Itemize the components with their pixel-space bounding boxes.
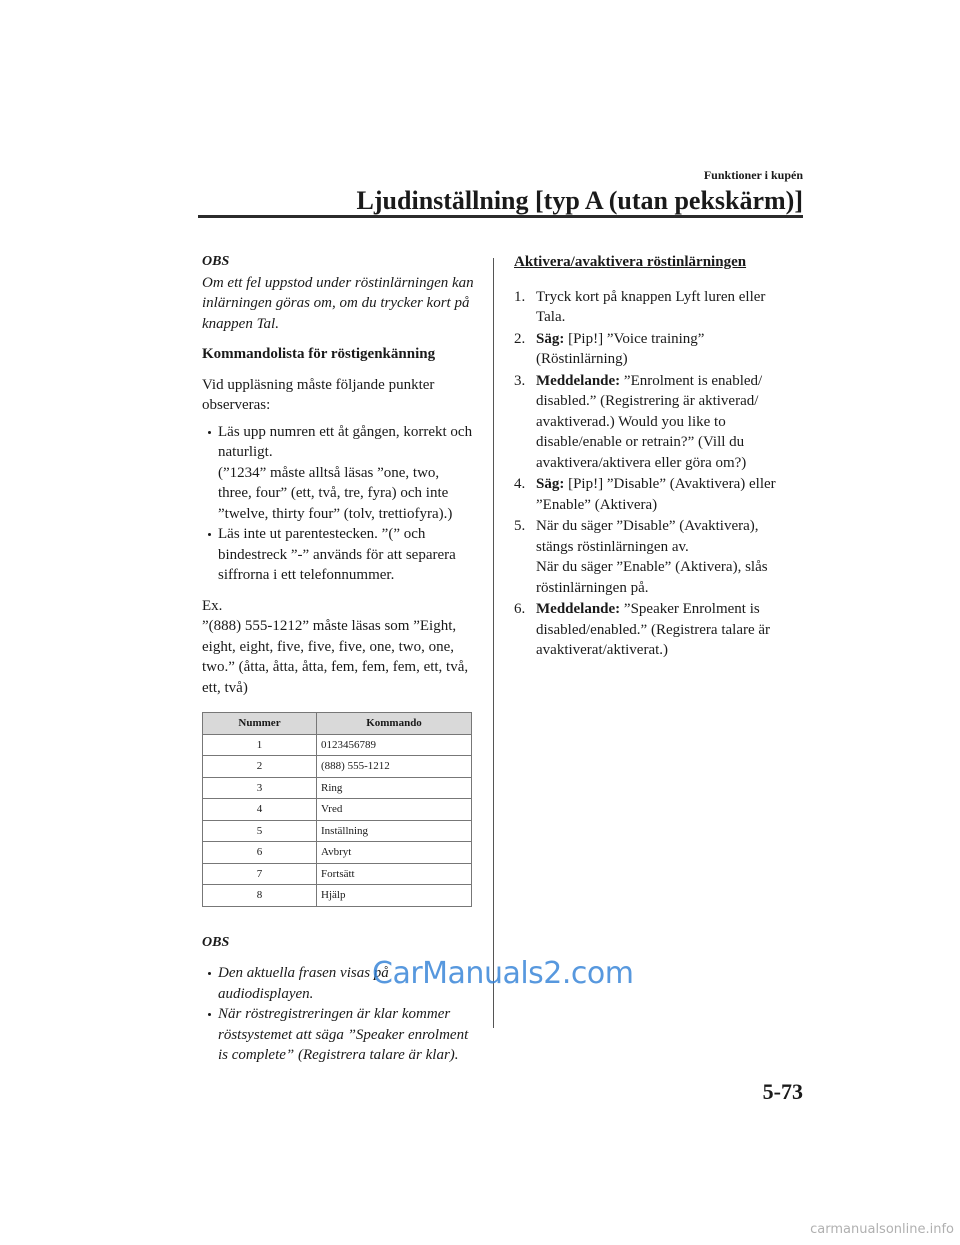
- example-text: ”(888) 555-1212” måste läsas som ”Eight, eight, eight, five, five, five, one, two, one, two.” (åtta, åtta, åtta, fem, fem, fem, ett, två, ett, två): [202, 618, 469, 696]
- table-row: [203, 820, 472, 842]
- table-cell: 4: [203, 799, 317, 821]
- step-item: [514, 599, 790, 661]
- left-column: [202, 252, 474, 1066]
- column-divider: [493, 258, 494, 1028]
- column-header: Kommando: [317, 713, 472, 735]
- header-rule: [198, 215, 803, 218]
- table-cell: Avbryt: [317, 842, 472, 864]
- page-number: 5-73: [762, 1079, 803, 1104]
- table-row: [203, 863, 472, 885]
- table-cell: Vred: [317, 799, 472, 821]
- table-cell: 2: [203, 756, 317, 778]
- step-number: 4.: [514, 476, 526, 492]
- example-label: Ex.: [202, 597, 223, 614]
- step-text: ”Speaker Enrolment is disabled/enabled.” (Registrera talare är avaktiverat/aktiverat.): [536, 601, 771, 658]
- note-heading: OBS: [202, 934, 230, 950]
- step-text: När du säger ”Enable” (Aktivera), slås röstinlärningen på.: [536, 559, 768, 596]
- step-text: ”Enrolment is enabled/ disabled.” (Registrering är aktiverad/ avaktiverad.) Would you like to disable/enable or retrain?” (Vill du avaktivera/aktivera eller göra om?): [536, 372, 763, 471]
- step-text: Tryck kort på knappen Lyft luren eller Tala.: [536, 288, 766, 325]
- note-bullet-item: När röstregistreringen är klar kommer röstsystemet att säga ”Speaker enrolment is complete” (Registrera talare är klar).: [208, 1004, 474, 1066]
- table-cell: Fortsätt: [317, 863, 472, 885]
- table-cell: 0123456789: [317, 734, 472, 756]
- table-cell: Inställning: [317, 820, 472, 842]
- step-item: [514, 516, 790, 598]
- table-row: [203, 842, 472, 864]
- steps-list: [514, 287, 790, 661]
- page-title: Ljudinställning [typ A (utan pekskärm)]: [356, 186, 803, 215]
- table-row: [203, 734, 472, 756]
- command-table: [202, 712, 472, 907]
- step-number: 1.: [514, 288, 526, 305]
- table-cell: 3: [203, 777, 317, 799]
- step-number: 2.: [514, 330, 526, 347]
- step-text: [Pip!] ”Disable” (Avaktivera) eller ”Enable” (Aktivera): [536, 476, 776, 513]
- table-cell: Ring: [317, 777, 472, 799]
- note-bullet-item: Den aktuella frasen visas på audiodisplayen.: [208, 963, 474, 1004]
- intro-text: Vid uppläsning måste följande punkter observeras:: [202, 376, 435, 413]
- right-column: [514, 252, 790, 662]
- step-number: 5.: [514, 518, 526, 534]
- section-heading: Aktivera/avaktivera röstinlärningen: [514, 254, 747, 270]
- bullet-item: Läs inte ut parentestecken. ”(” och bindestreck ”-” används för att separera siffrorna i ett telefonnummer.: [208, 524, 474, 586]
- table-row: [203, 799, 472, 821]
- step-text: När du säger ”Disable” (Avaktivera), stängs röstinlärningen av.: [536, 518, 759, 555]
- note-text: Om ett fel uppstod under röstinlärningen kan inlärningen göras om, om du trycker kort på knappen Tal.: [202, 274, 474, 332]
- note-heading: OBS: [202, 254, 230, 269]
- table-cell: 5: [203, 820, 317, 842]
- step-item: [514, 474, 790, 515]
- step-item: [514, 287, 790, 328]
- column-header: Nummer: [203, 713, 317, 735]
- step-label: Meddelande:: [536, 601, 621, 617]
- table-cell: 6: [203, 842, 317, 864]
- watermark-url: carmanualsonline.info: [810, 1222, 954, 1237]
- watermark-logo: CarManuals2.com: [372, 956, 634, 991]
- table-cell: 7: [203, 863, 317, 885]
- table-cell: 1: [203, 734, 317, 756]
- bullet-item: Läs upp numren ett åt gången, korrekt och naturligt.: [208, 422, 474, 463]
- table-cell: Hjälp: [317, 885, 472, 907]
- step-number: 3.: [514, 372, 526, 389]
- table-row: [203, 885, 472, 907]
- command-list-heading: Kommandolista för röstigenkänning: [202, 346, 436, 362]
- step-number: 6.: [514, 601, 526, 617]
- step-text: [Pip!] ”Voice training” (Röstinlärning): [536, 330, 705, 367]
- step-label: Säg:: [536, 476, 565, 492]
- bullet-note: (”1234” måste alltså läsas ”one, two, three, four” (ett, två, tre, fyra) och inte ”twelve, thirty four” (tolv, trettiofyra).): [218, 464, 453, 522]
- step-label: Säg:: [536, 330, 565, 347]
- bullet-list: [202, 422, 474, 586]
- table-row: [203, 756, 472, 778]
- table-cell: (888) 555-1212: [317, 756, 472, 778]
- table-cell: 8: [203, 885, 317, 907]
- step-item: [514, 329, 790, 370]
- table-header-row: [203, 713, 472, 735]
- section-label: Funktioner i kupén: [703, 168, 803, 182]
- step-item: [514, 371, 790, 474]
- step-label: Meddelande:: [536, 372, 621, 389]
- table-row: [203, 777, 472, 799]
